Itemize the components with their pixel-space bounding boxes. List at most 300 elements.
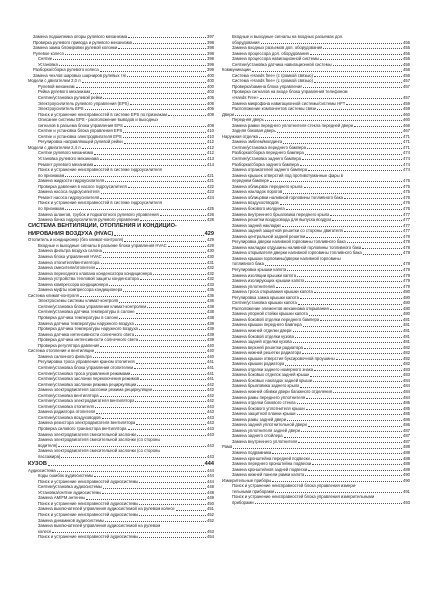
toc-entry-title: сигналов в разъема блока управления EPS xyxy=(38,122,123,128)
toc-page-number: 488 xyxy=(403,444,410,450)
toc-page-number: 421 xyxy=(207,172,214,178)
toc-page-number: 484 xyxy=(403,383,410,389)
toc-dot-leader xyxy=(82,82,206,83)
toc-entry-title: Снятие xyxy=(38,56,53,62)
toc-page-number: 474 xyxy=(403,161,410,167)
toc-page-number: 481 xyxy=(403,327,410,333)
toc-page-number: 439 xyxy=(207,337,214,343)
toc-entry-title: Замена внутреннего брызговика переднего крыла xyxy=(232,211,330,217)
toc-dot-leader xyxy=(330,309,402,310)
toc-entry-title: Замена верхней решетки радиатора xyxy=(232,344,303,350)
toc-entry-title: Замена заднего спойлера xyxy=(232,433,283,439)
toc-page-number: 485 xyxy=(403,411,410,417)
toc-dot-leader xyxy=(100,198,206,199)
toc-dot-leader xyxy=(275,492,402,493)
toc-page-number: 475 xyxy=(403,189,410,195)
toc-dot-leader xyxy=(123,291,206,292)
toc-dot-leader xyxy=(139,537,206,538)
toc-dot-leader xyxy=(336,359,402,360)
toc-page-number: 482 xyxy=(403,361,410,367)
toc-page-number: 398 xyxy=(207,50,214,56)
toc-entry-title: Замена боковых отделок задней крыши xyxy=(232,372,310,378)
toc-page-number: 443 xyxy=(207,453,214,459)
toc-entry-title: Замена датчика интенсивности солнечного света xyxy=(38,331,135,337)
toc-dot-leader xyxy=(295,337,402,338)
toc-entry-title: Замена крышки радиатора xyxy=(232,361,285,367)
toc-dot-leader xyxy=(118,48,206,49)
toc-page-number: 438 xyxy=(207,303,214,309)
toc-dot-leader xyxy=(131,374,206,375)
toc-entry-title: Замена воздухоотводов xyxy=(232,200,279,206)
toc-page-number: 483 xyxy=(403,372,410,378)
toc-entry-title: Замена нижней обивки двери багажного отделения xyxy=(232,389,332,394)
toc-dot-leader xyxy=(332,220,402,221)
toc-page-number: 476 xyxy=(403,205,410,211)
toc-entry-title: Замена троса открывания крышки капота xyxy=(232,289,313,295)
toc-entry-title: Поиск и устранение неисправностей блока управления измери- xyxy=(232,483,357,489)
toc-dot-leader xyxy=(103,257,206,258)
toc-page-number: 421 xyxy=(207,178,214,184)
toc-column-right xyxy=(222,34,410,505)
toc-page-number: 478 xyxy=(403,244,410,250)
toc-dot-leader xyxy=(302,159,402,160)
toc-dot-leader xyxy=(82,148,206,149)
toc-entry-title: Регулировка крышки капота xyxy=(232,266,287,272)
toc-page-number: 455 xyxy=(403,50,410,56)
toc-entry-title: Регулировка замка крышки капота xyxy=(232,294,299,300)
toc-entry-title: пассажира) xyxy=(38,453,61,459)
toc-page-number: 476 xyxy=(403,194,410,200)
toc-dot-leader xyxy=(59,65,206,66)
toc-entry-title: Замена упорной стойки крышки капота xyxy=(232,311,308,317)
toc-entry-title: Замена компрессора кондиционера xyxy=(38,281,108,287)
toc-dot-leader xyxy=(94,476,206,477)
toc-dot-leader xyxy=(235,115,402,116)
toc-entry-title: Проверка давления в насосе гидроусилителя xyxy=(38,183,127,189)
toc-dot-leader xyxy=(233,448,402,449)
toc-page-number: 481 xyxy=(403,322,410,328)
toc-dot-leader xyxy=(128,187,206,188)
toc-dot-leader xyxy=(100,346,206,347)
toc-page-number: 444 xyxy=(207,478,214,484)
toc-page-number: 412 xyxy=(207,144,214,150)
toc-page-number: 453 xyxy=(207,528,214,534)
toc-page-number: 493 xyxy=(403,499,410,505)
toc-page-number: 441 xyxy=(207,370,214,376)
toc-entry-title: Поиск и устранение неисправностей в системе EPS по признакам xyxy=(38,111,167,117)
toc-dot-leader xyxy=(123,137,206,138)
toc-dot-leader xyxy=(333,65,402,66)
toc-page-number: 480 xyxy=(403,294,410,300)
toc-entry-title: Задняя боковая дверь xyxy=(232,128,276,134)
toc-page-number: 486 xyxy=(403,416,410,422)
toc-dot-leader xyxy=(53,59,206,60)
toc-page-number: 480 xyxy=(403,289,410,295)
toc-dot-leader xyxy=(176,510,206,511)
toc-entry-title: оборудования xyxy=(232,39,260,45)
toc-page-number: 412 xyxy=(207,139,214,145)
toc-entry-title: Замена рамы переднего уплотнителя xyxy=(232,394,306,400)
toc-dot-leader xyxy=(139,482,206,483)
toc-entry-title: Система «Hands free» (с громкой связью) xyxy=(232,78,313,84)
toc-page-number: 400 xyxy=(207,72,214,78)
toc-page-number: 399 xyxy=(207,67,214,73)
toc-entry-title: Замена процессора навигационной системы xyxy=(232,56,319,62)
toc-entry-title: Замена AM/FM антенны xyxy=(38,495,86,501)
toc-dot-leader xyxy=(305,475,402,476)
toc-dot-leader xyxy=(293,331,402,332)
toc-entry-title: Замена бачка гидроусилителя рулевого управления xyxy=(38,217,140,223)
toc-entry-title: Замена рамы задней двери xyxy=(232,416,287,422)
toc-page-number: 428 xyxy=(207,217,214,223)
toc-dot-leader xyxy=(124,126,206,127)
toc-page-number: 430 xyxy=(207,248,214,254)
toc-entry-title: Снятие/установка заслонки режима рециркуляции xyxy=(38,381,137,387)
toc-entry-title: Замена крышек отверстий под противотуманные фары в xyxy=(232,172,344,178)
toc-dot-leader xyxy=(114,235,203,236)
toc-dot-leader xyxy=(298,442,402,443)
toc-dot-leader xyxy=(255,503,402,504)
toc-entry-title: Электроусилитель рулевого управления (EPS) xyxy=(38,100,129,106)
toc-dot-leader xyxy=(311,459,402,460)
toc-dot-leader xyxy=(265,265,402,266)
toc-entry-title: Замена облицовки наливной горловины топливного бака xyxy=(232,194,343,200)
toc-entry-title: Замена крышки отверстия буксировочной проушины xyxy=(232,355,335,361)
toc-page-number: 455 xyxy=(403,56,410,62)
toc-page-number: 399 xyxy=(207,61,214,67)
toc-dot-leader xyxy=(103,488,206,489)
toc-entry xyxy=(28,454,214,460)
toc-entry-title: Проверка силового транзистора вентилятора xyxy=(38,425,127,431)
toc-page-number: 408 xyxy=(207,122,214,128)
toc-section-heading xyxy=(28,223,214,229)
toc-entry-title: Замена переходного клапана конденсатора кондиционера xyxy=(38,270,153,276)
toc-entry-title: Разборка/сборка заднего бампера xyxy=(232,161,299,167)
toc-dot-leader xyxy=(314,76,402,77)
toc-page-number: 398 xyxy=(207,39,214,45)
toc-dot-leader xyxy=(300,165,402,166)
toc-entry-title: Замена крышки переднего бампера xyxy=(232,322,302,328)
toc-dot-leader xyxy=(140,279,206,280)
toc-page-number: 478 xyxy=(403,233,410,239)
toc-dot-leader xyxy=(313,381,402,382)
toc-entry-title: Коды ошибок аудиосистемы xyxy=(38,473,94,479)
toc-entry-title: Входные и выходные сигналы в разъеме блока управления HVAC xyxy=(38,242,167,248)
toc-dot-leader xyxy=(317,109,402,110)
toc-entry-title: Замена крышки горловины/дверки наливной горловины xyxy=(232,255,341,261)
toc-page-number: 442 xyxy=(207,387,214,393)
toc-page-number: 471 xyxy=(403,144,410,150)
toc-entry-title: Замена фильтра воздуха салона xyxy=(38,248,102,254)
toc-dot-leader xyxy=(272,453,402,454)
toc-page-number: 432 xyxy=(207,265,214,271)
toc-page-number: 488 xyxy=(403,450,410,456)
toc-entry-title: Установка рулевого механизма xyxy=(38,156,99,162)
toc-entry-title: Замена задней накладки xyxy=(232,222,281,228)
toc-entry-title: Замена изоляции крышки капота xyxy=(232,272,297,278)
toc-page-number: 455 xyxy=(403,45,410,51)
toc-entry-title: Замена задней уплотнительной двери xyxy=(232,422,307,428)
toc-page-number: 456 xyxy=(403,72,410,78)
toc-dot-leader xyxy=(139,515,206,516)
toc-entry-title: Проверка регулятора давления xyxy=(38,342,100,348)
toc-entry-title: Проверка/замена блока управления xyxy=(232,83,303,89)
toc-dot-leader xyxy=(305,281,402,282)
toc-entry-title: Замена открывателя дверки наливной горловины топливного бака xyxy=(232,250,362,256)
toc-entry-title: Замена защитной планки крыши xyxy=(232,411,296,417)
toc-page-number: 485 xyxy=(403,405,410,411)
toc-entry-title: Модели с двигателем 2,4 л xyxy=(28,144,81,150)
toc-page-number: 484 xyxy=(403,377,410,383)
toc-entry-title: Рулевое колесо xyxy=(33,50,64,56)
toc-page-number: 443 xyxy=(207,425,214,431)
toc-dot-leader xyxy=(272,481,402,482)
toc-entry-title: Замена электродвигателя заслонки режима рециркуляции xyxy=(38,387,152,393)
toc-dot-leader xyxy=(287,270,402,271)
toc-entry-title: Система «Hands free» (с громкой связью) xyxy=(232,72,313,78)
toc-entry-title: Снятие/установка рулевой рейки xyxy=(38,95,103,101)
toc-entry-title: Снятие/установка заднего бампера xyxy=(232,156,302,162)
toc-page-number: 475 xyxy=(403,178,410,184)
toc-page-number: 440 xyxy=(207,348,214,354)
toc-page-number: 455 xyxy=(403,39,410,45)
toc-page-number: 424 xyxy=(207,194,214,200)
toc-entry-title: Снятие и установка блока управления EPS xyxy=(38,128,123,134)
toc-entry-title: Рама xyxy=(222,444,233,450)
toc-dot-leader xyxy=(109,285,206,286)
toc-entry-title: Модели с двигателем 2,0 л xyxy=(28,78,81,84)
toc-page-number: 457 xyxy=(403,95,410,101)
toc-dot-leader xyxy=(310,376,402,377)
toc-page-number: 443 xyxy=(207,403,214,409)
toc-dot-leader xyxy=(284,437,402,438)
toc-page-number: 406 xyxy=(207,106,214,112)
toc-dot-leader xyxy=(286,209,402,210)
toc-dot-leader xyxy=(135,324,206,325)
toc-entry-title: Снятие/установка переднего бампера xyxy=(232,144,306,150)
toc-entry-title: Замена датчика температуры наружного воздуха xyxy=(38,320,134,326)
toc-entry-title: Замена задней отделки кузова xyxy=(232,339,292,345)
toc-entry-title: «Hands Free» xyxy=(232,95,259,101)
toc-page-number: 477 xyxy=(403,211,410,217)
toc-dot-leader xyxy=(308,426,402,427)
toc-page-number: 482 xyxy=(403,350,410,356)
toc-page-number: 487 xyxy=(403,433,410,439)
toc-entry-title: Замена замка блокировки рулевой колонки xyxy=(33,45,118,51)
toc-dot-leader xyxy=(147,307,206,308)
toc-entry-title: Проверка датчика температуры наружного воздуха xyxy=(38,326,138,332)
toc-entry-title: НИРОВАНИЯ ВОЗДУХА (HVAC) xyxy=(28,230,114,237)
toc-page-number: 481 xyxy=(403,339,410,345)
toc-entry-title: Поиск и устранение неисправностей аудиосистемы xyxy=(38,534,139,540)
toc-dot-leader xyxy=(136,313,206,314)
toc-dot-leader xyxy=(282,226,402,227)
toc-dot-leader xyxy=(346,104,402,105)
toc-page-number: 474 xyxy=(403,156,410,162)
toc-entry-title: Замена входных разъемов дол. оборудования xyxy=(232,45,323,51)
toc-dot-leader xyxy=(124,143,206,144)
toc-page-number: 440 xyxy=(207,353,214,359)
toc-page-number: 478 xyxy=(403,250,410,256)
toc-dot-leader xyxy=(308,470,402,471)
toc-dot-leader xyxy=(283,143,402,144)
toc-dot-leader xyxy=(61,457,206,458)
toc-dot-leader xyxy=(119,302,206,303)
toc-entry-title: Входные и выходные сигналы на входных разъемах дол. xyxy=(232,34,344,39)
toc-page-number: 439 xyxy=(207,326,214,332)
toc-dot-leader xyxy=(362,248,402,249)
toc-dot-leader xyxy=(308,170,402,171)
toc-dot-leader xyxy=(300,298,402,299)
toc-entry-title: Замена радиатора отопителя xyxy=(38,409,96,415)
toc-page-number: 481 xyxy=(403,333,410,339)
toc-page-number: 452 xyxy=(207,517,214,523)
toc-entry-title: Замена рамки переднего уплотнителя стекла передней двери xyxy=(232,122,353,128)
toc-dot-leader xyxy=(48,465,204,466)
toc-dot-leader xyxy=(101,193,206,194)
toc-entry-title: Замена процессора дол. оборудования xyxy=(232,50,309,56)
toc-page-number: 441 xyxy=(207,364,214,370)
toc-page-number: 482 xyxy=(403,344,410,350)
toc-page-number: 397 xyxy=(207,34,214,39)
toc-entry-title: Регулировка направляющей рулевой рейки xyxy=(38,139,123,145)
toc-dot-leader xyxy=(139,329,206,330)
toc-page-number: 423 xyxy=(207,189,214,195)
toc-dot-leader xyxy=(285,365,402,366)
toc-column-left xyxy=(28,34,214,540)
toc-dot-leader xyxy=(80,296,206,297)
toc-entry-title: Расположение элементов механизма открывания xyxy=(232,305,329,311)
toc-page-number: 443 xyxy=(207,414,214,420)
toc-entry-title: Рейка рулевого механизма xyxy=(38,89,91,95)
toc-page-number: 440 xyxy=(207,342,214,348)
toc-dot-leader xyxy=(153,390,206,391)
toc-page-number: 398 xyxy=(207,56,214,62)
toc-entry-title: Замена динамиков аудиосистемы xyxy=(38,517,105,523)
toc-dot-leader xyxy=(65,54,206,55)
toc-dot-leader xyxy=(105,521,206,522)
toc-page-number: 483 xyxy=(403,366,410,372)
toc-entry-title: Поиск и устранение неисправностей в системе гидроусилителя xyxy=(38,200,162,206)
toc-page-number: 412 xyxy=(207,150,214,156)
toc-dot-leader xyxy=(102,493,206,494)
toc-page-number: 433 xyxy=(207,281,214,287)
toc-dot-leader xyxy=(103,252,206,253)
toc-dot-leader xyxy=(306,409,402,410)
toc-entry-title: Замена подшипника опоры рулевого механизма xyxy=(33,34,128,39)
toc-entry-title: Замена отражателей заднего бампера xyxy=(232,167,308,173)
toc-page-number: 398 xyxy=(207,45,214,51)
toc-page-number: 441 xyxy=(207,359,214,365)
toc-entry-title: Замена выключателей управления аудиосистемой на рулевом xyxy=(38,523,161,529)
toc-dot-leader xyxy=(101,263,207,264)
toc-dot-leader xyxy=(85,109,206,110)
toc-page-number: 448 xyxy=(207,489,214,495)
toc-dot-leader xyxy=(304,348,402,349)
toc-page-number: 443 xyxy=(207,431,214,437)
toc-dot-leader xyxy=(57,471,206,472)
toc-dot-leader xyxy=(124,241,206,242)
toc-entry-title: Описание системы EPS - расположение выводов и выходных xyxy=(38,117,159,123)
toc-dot-leader xyxy=(134,368,206,369)
toc-dot-leader xyxy=(306,398,402,399)
toc-page-number: 478 xyxy=(403,239,410,245)
toc-page-number: 491 xyxy=(403,488,410,494)
toc-entry-title: Замена насоса гидроусилителя xyxy=(38,189,100,195)
toc-entry-title: Снятие/установка датчика навигационной системы xyxy=(232,61,332,67)
toc-dot-leader xyxy=(140,379,206,380)
toc-entry-title: Поиск и устранение неисправностей блока управления измерительными xyxy=(232,494,375,500)
toc-entry-title: СИСТЕМА ВЕНТИЛЯЦИИ, ОТОПЛЕНИЯ И КОНДИЦИО- xyxy=(28,222,177,229)
toc-dot-leader xyxy=(323,48,402,49)
toc-page-number: 457 xyxy=(403,78,410,84)
toc-dot-leader xyxy=(86,499,206,500)
toc-page-number: 435 xyxy=(207,287,214,293)
toc-dot-leader xyxy=(276,287,402,288)
toc-dot-leader xyxy=(300,387,402,388)
toc-dot-leader xyxy=(139,504,206,505)
toc-entry-title: Отопитель и кондиционер (без климат-контроля) xyxy=(28,237,124,243)
toc-page-number: 487 xyxy=(403,438,410,444)
toc-entry-title: Замена блока управления HVAC xyxy=(38,254,102,260)
toc-entry-title: Снятие/установка отопителя xyxy=(38,403,94,409)
toc-dot-leader xyxy=(277,132,402,133)
toc-entry-title: Снятие и установка электродвигателя EPS xyxy=(38,133,122,139)
toc-entry-title: Снятие/установка воздуховодов xyxy=(38,414,101,420)
toc-entry-title: Установка xyxy=(38,61,58,67)
toc-dot-leader xyxy=(347,242,402,243)
toc-entry-title: Поиск и устранение неисправностей аудиосистемы xyxy=(38,478,139,484)
toc-entry-title: Замена резистора электродвигателя вентилятора xyxy=(38,420,136,426)
toc-page-number: 429 xyxy=(207,242,214,248)
toc-entry xyxy=(28,534,214,540)
toc-entry-title: Замена салонного фильтра xyxy=(38,353,92,359)
toc-dot-leader xyxy=(136,363,206,364)
toc-entry-title: Замена внутреннего уплотнителя xyxy=(232,438,298,444)
toc-entry-title: Поиск и устранение неисправностей в системе гидроусилителя xyxy=(38,167,162,173)
toc-dot-leader xyxy=(309,315,402,316)
toc-entry-title: Замена электродвигателя смесительной заслонки (со стороны xyxy=(38,448,161,454)
toc-entry-title: Разборка/сборка переднего бампера xyxy=(232,150,304,156)
toc-entry-title: Система климат-контроля xyxy=(28,292,79,298)
toc-page-number: 490 xyxy=(403,472,410,478)
toc-entry-title: Замена уплотнителей xyxy=(232,283,275,289)
toc-entry-title: Замена облицовок переднего крыла xyxy=(232,183,303,189)
toc-page-number: 436 xyxy=(207,298,214,304)
toc-dot-leader xyxy=(95,407,206,408)
toc-dot-leader xyxy=(94,154,206,155)
toc-entry-title: Замена боковой отделки переднего бампера xyxy=(232,316,320,322)
toc-dot-leader xyxy=(265,120,402,121)
toc-entry-title: Снятие/установка блока управления климат-контролем xyxy=(38,303,147,309)
toc-entry-title: Система отопления и вентиляции xyxy=(28,348,94,354)
toc-dot-leader xyxy=(306,237,402,238)
toc-page-number: 454 xyxy=(207,534,214,540)
toc-page-number: 459 xyxy=(403,100,410,106)
toc-dot-leader xyxy=(312,464,402,465)
toc-dot-leader xyxy=(297,403,402,404)
toc-entry-title: Замена отопителя/вентилятора xyxy=(38,259,100,265)
toc-entry-title: Двери xyxy=(222,111,235,117)
toc-dot-leader xyxy=(135,401,206,402)
toc-dot-leader xyxy=(65,209,206,210)
toc-page-number: 429 xyxy=(204,230,214,237)
toc-page-number: 456 xyxy=(403,61,410,67)
toc-entry-title: Замена бокового уплотнителя крыши xyxy=(232,405,305,411)
toc-page-number: 432 xyxy=(207,276,214,282)
toc-dot-leader xyxy=(261,43,403,44)
toc-page-number: 457 xyxy=(403,83,410,89)
